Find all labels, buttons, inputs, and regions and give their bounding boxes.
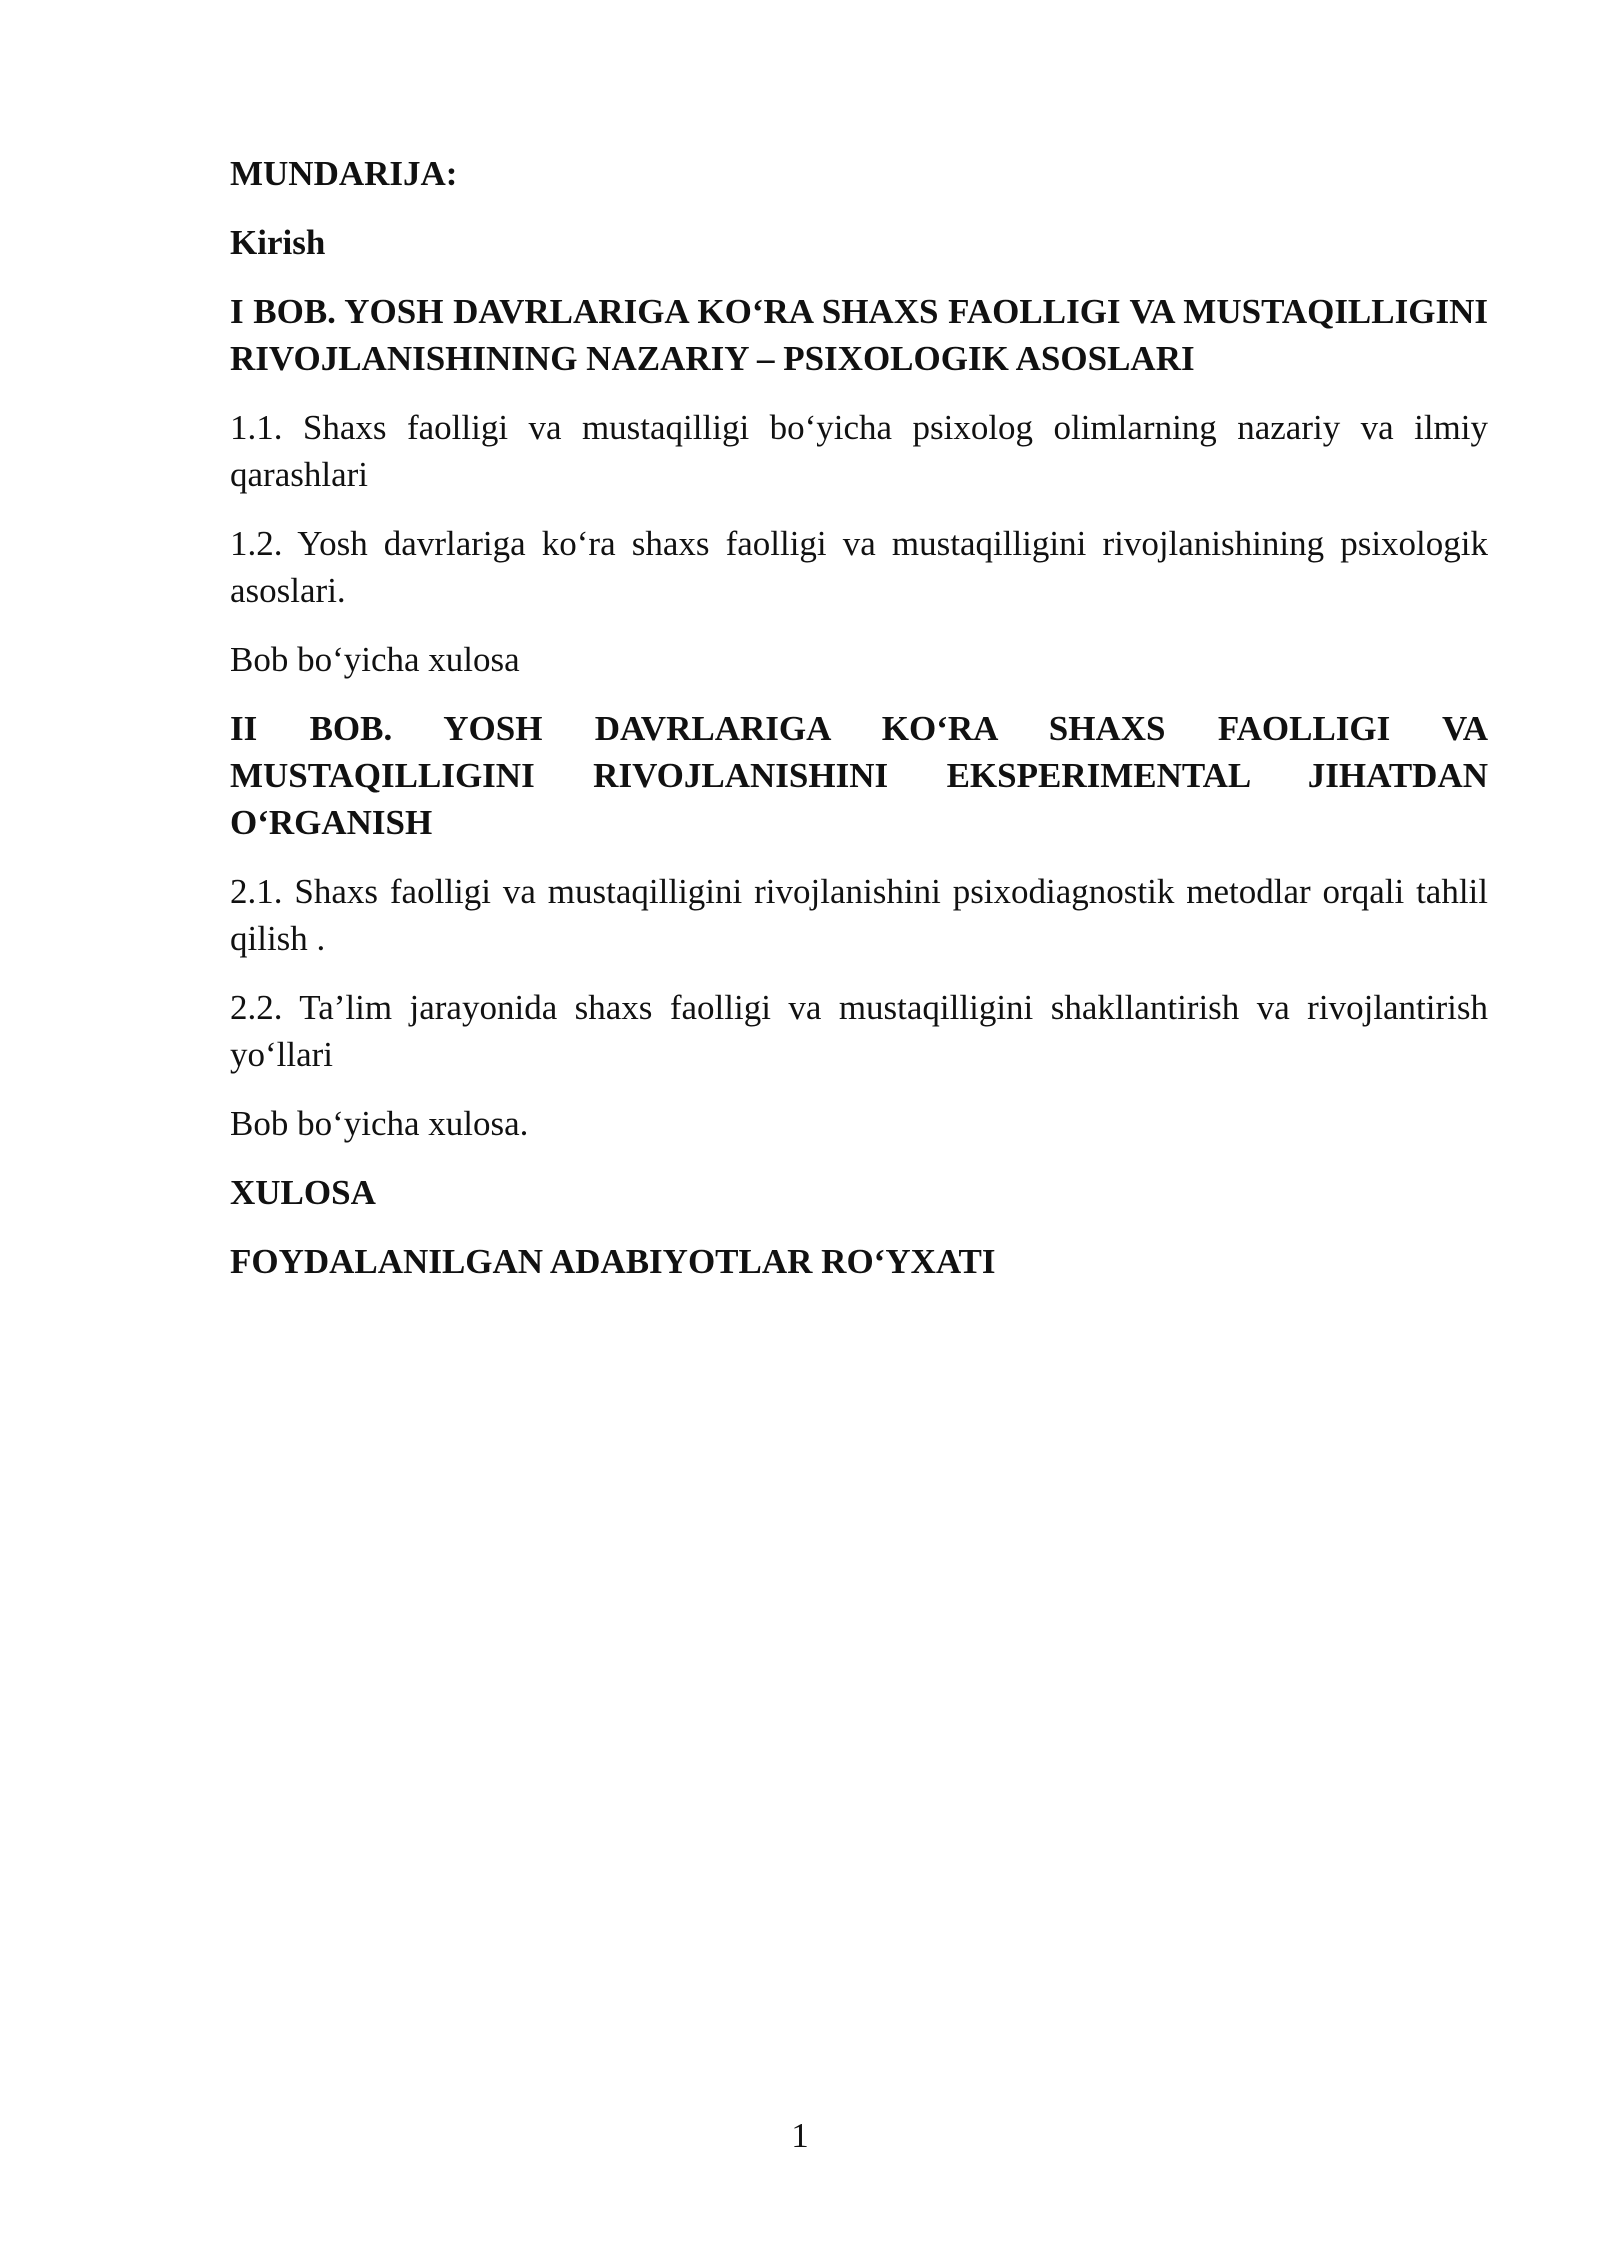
toc-title: MUNDARIJA: [230, 154, 458, 193]
toc-section-2-2: 2.2. Ta’lim jarayonida shaxs faolligi va mustaqilligini shakllantirish va rivojlantirish yo‘llari [230, 988, 1488, 1074]
toc-section-1-1: 1.1. Shaxs faolligi va mustaqilligi bo‘yicha psixolog olimlarning nazariy va ilmiy qarashlari [230, 408, 1488, 494]
toc-chapter-2-heading: II BOB. YOSH DAVRLARIGA KO‘RA SHAXS FAOLLIGI VA MUSTAQILLIGINI RIVOJLANISHINI EKSPERIMENTAL JIHATDAN O‘RGANISH [230, 709, 1488, 842]
toc-chapter-2-conclusion: Bob bo‘yicha xulosa. [230, 1104, 529, 1143]
table-of-contents [230, 150, 1488, 1307]
toc-section-1-2: 1.2. Yosh davrlariga ko‘ra shaxs faolligi va mustaqilligini rivojlanishining psixologik asoslari. [230, 524, 1488, 610]
page-number: 1 [791, 2116, 809, 2155]
toc-chapter-1-heading: I BOB. YOSH DAVRLARIGA KO‘RA SHAXS FAOLLIGI VA MUSTAQILLIGINI RIVOJLANISHINING NAZARIY – PSIXOLOGIK ASOSLARI [230, 292, 1488, 378]
toc-item-conclusion: XULOSA [230, 1173, 376, 1212]
toc-section-2-1: 2.1. Shaxs faolligi va mustaqilligini rivojlanishini psixodiagnostik metodlar orqali tahlil qilish . [230, 872, 1488, 958]
toc-chapter-1-conclusion: Bob bo‘yicha xulosa [230, 640, 520, 679]
toc-item-intro: Kirish [230, 223, 326, 262]
toc-item-references: FOYDALANILGAN ADABIYOTLAR RO‘YXATI [230, 1242, 996, 1281]
